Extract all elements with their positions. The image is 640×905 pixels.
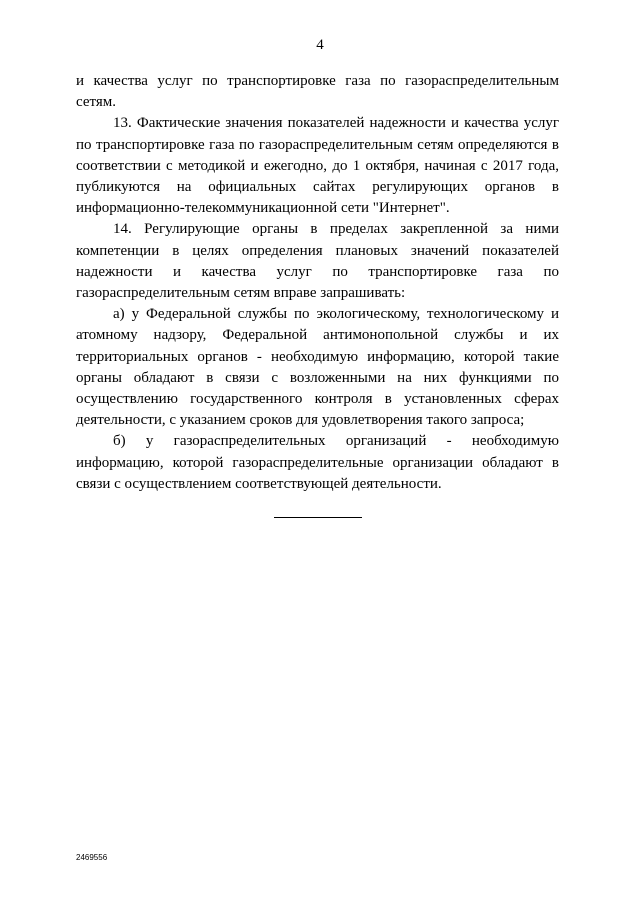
document-code: 2469556 [76,853,108,862]
paragraph-13: 13. Фактические значения показателей надежности и качества услуг по транспортировке газа по газораспределительным сетям определяются в соответствии с методикой и ежегодно, до 1 октября, начиная с 2017 года, публикуются на официальных сайтах регулирующих органов в информационно-телекоммуникационной сети "Интернет". [76,115,559,217]
paragraph-14-a: а) у Федеральной службы по экологическому, технологическому и атомному надзору, Федеральной антимонопольной службы и их территориальных органов - необходимую информацию, которой такие органы обладают в связи с возложенными на них функциями по осуществлению государственного контроля в установленных сферах деятельности, с указанием сроков для удовлетворения такого запроса; [76,306,559,429]
paragraph-14: 14. Регулирующие органы в пределах закрепленной за ними компетенции в целях определения плановых значений показателей надежности и качества услуг по транспортировке газа по газораспределительным сетям вправе запрашивать: [76,221,559,302]
paragraph-14-b: б) у газораспределительных организаций - необходимую информацию, которой газораспределительные организации обладают в связи с осуществлением соответствующей деятельности. [76,433,559,492]
end-separator-line [274,517,362,518]
page-number: 4 [316,37,324,53]
paragraph-continuation: и качества услуг по транспортировке газа по газораспределительным сетям. [76,73,559,111]
document-body [76,71,559,495]
